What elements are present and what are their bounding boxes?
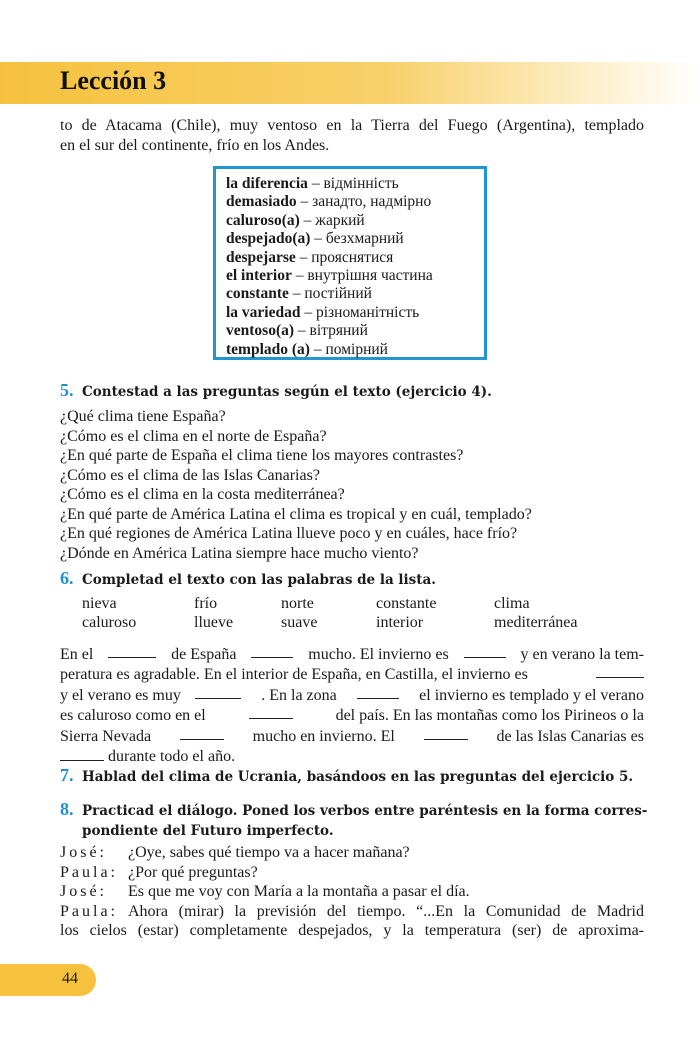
footer-band: [0, 964, 96, 996]
text-line: y el verano es muy . En la zona el invierno es templado y el verano: [60, 686, 644, 704]
speaker: José:: [60, 844, 107, 861]
exercise-number: 5.: [60, 380, 74, 400]
blank: [251, 645, 293, 658]
lesson-title: Lección 3: [60, 66, 167, 95]
vocab-item: ventoso(a) – вітряний: [226, 322, 368, 340]
exercise-8-heading: [60, 799, 650, 841]
question: ¿Cómo es el clima de las Islas Canarias?: [60, 466, 320, 484]
blank: [60, 748, 104, 761]
exercise-instruction: Completad el texto con las palabras de la lista.: [82, 572, 436, 588]
vocab-item: la variedad – різноманітність: [226, 303, 420, 321]
question: ¿Cómo es el clima en el norte de España?: [60, 427, 327, 445]
vocabulary-box: [213, 166, 487, 360]
exercise-number: 6.: [60, 568, 74, 588]
dialogue-line: José: ¿Oye, sabes qué tiempo va a hacer mañana?: [60, 844, 410, 861]
text-line: durante todo el año.: [60, 747, 644, 767]
dialogue-continuation: los cielos (estar) completamente despejados, y la temperatura (ser) de aproxima-: [60, 922, 644, 940]
exercise-5-questions: [60, 407, 532, 563]
vocab-item: la diferencia – відмінність: [226, 175, 399, 192]
fill-in-text: [60, 645, 644, 767]
blank: [195, 686, 241, 699]
dialogue-line: Paula: Ahora (mirar) la previsión del tiempo. “...En la Comunidad de Madrid: [60, 902, 644, 920]
exercise-number: 8.: [60, 799, 74, 819]
vocab-item: despejado(a) – безхмарний: [226, 230, 404, 248]
vocab-item: constante – постійний: [226, 285, 372, 303]
speaker: José:: [60, 883, 107, 901]
vocab-item: despejarse – прояснятися: [226, 248, 394, 266]
exercise-5-heading: [60, 380, 650, 402]
blank: [596, 665, 644, 678]
speaker: Paula:: [60, 863, 118, 881]
exercise-7-heading: [60, 765, 650, 787]
word-list-col: constante interior: [376, 595, 437, 631]
blank: [180, 727, 224, 740]
question: ¿Cómo es el clima en la costa mediterránea?: [60, 486, 345, 503]
blank: [464, 645, 506, 658]
question: ¿En qué parte de América Latina el clima es tropical y en cuál, templado?: [60, 505, 532, 523]
exercise-instruction: pondiente del Futuro imperfecto.: [82, 823, 334, 839]
exercise-number: 7.: [60, 765, 74, 785]
intro-line: to de Atacama (Chile), muy ventoso en la Tierra del Fuego (Argentina), templado: [60, 117, 644, 134]
blank: [108, 645, 156, 658]
exercise-instruction: Contestad a las preguntas según el texto (ejercicio 4).: [82, 384, 492, 400]
vocab-item: caluroso(a) – жаркий: [226, 211, 365, 229]
vocab-item: templado (a) – помірний: [226, 340, 388, 358]
question: ¿En qué parte de España el clima tiene los mayores contrastes?: [60, 447, 464, 464]
word-list-col: frío llueve: [194, 595, 234, 631]
blank: [357, 686, 399, 699]
blank: [424, 727, 468, 740]
exercise-instruction: Practicad el diálogo. Poned los verbos entre paréntesis en la forma corres-: [82, 803, 648, 819]
exercise-instruction: Hablad del clima de Ucrania, basándoos en las preguntas del ejercicio 5.: [82, 769, 634, 785]
question: ¿En qué regiones de América Latina llueve poco y en cuáles, hace frío?: [60, 525, 518, 542]
exercise-6-heading: [60, 568, 650, 590]
dialogue: [60, 843, 644, 941]
text-line: peratura es agradable. En el interior de España, en Castilla, el invierno es: [60, 665, 644, 685]
intro-paragraph: [60, 116, 644, 156]
text-line: Sierra Nevada mucho en invierno. El de las Islas Canarias es: [60, 727, 644, 745]
question: ¿Qué clima tiene España?: [60, 408, 226, 425]
vocab-item: el interior – внутрішня частина: [226, 267, 433, 285]
word-list-col: clima mediterránea: [494, 595, 578, 631]
text-line: es caluroso como en el del país. En las montañas como los Pirineos o la: [60, 707, 644, 725]
vocab-item: demasiado – занадто, надмірно: [226, 193, 432, 211]
dialogue-line: José: Es que me voy con María a la montaña a pasar el día.: [60, 883, 470, 901]
question: ¿Dónde en América Latina siempre hace mucho viento?: [60, 544, 419, 562]
dialogue-line: Paula: ¿Por qué preguntas?: [60, 863, 258, 881]
blank: [249, 706, 293, 719]
intro-line: en el sur del continente, frío en los Andes.: [60, 137, 330, 154]
text-line: En el de España mucho. El invierno es y en verano la tem-: [60, 646, 644, 663]
word-list-col: nieva caluroso: [82, 595, 137, 631]
page-number: 44: [62, 970, 78, 987]
word-list-col: norte suave: [281, 595, 318, 631]
speaker: Paula:: [60, 902, 118, 920]
